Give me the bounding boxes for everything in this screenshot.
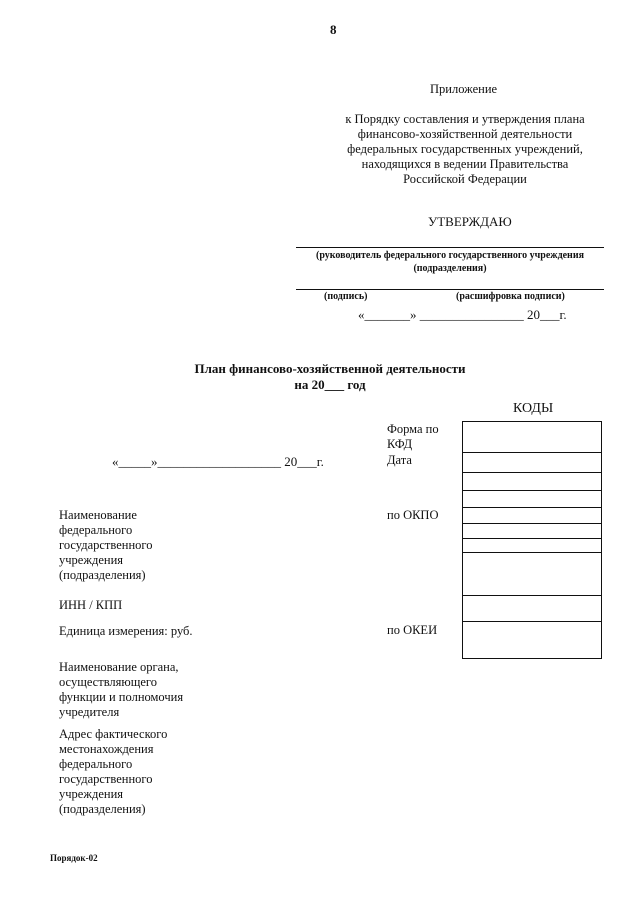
label-line: федерального	[59, 757, 133, 771]
label-line: осуществляющего	[59, 675, 157, 689]
code-cell-kfd	[462, 421, 602, 453]
label-line: (подразделения)	[59, 802, 146, 816]
decoding-caption: (расшифровка подписи)	[456, 291, 565, 302]
code-cell-okpo-3	[462, 538, 602, 553]
unit-label: Единица измерения: руб.	[59, 624, 193, 638]
label-line: учредителя	[59, 705, 120, 719]
signature-line	[296, 289, 604, 290]
code-cell-blank-1	[462, 472, 602, 491]
form-code-label-2: КФД	[387, 437, 413, 451]
appendix-text	[320, 112, 610, 187]
appendix-title: Приложение	[430, 82, 498, 96]
form-code-label-1: Форма по	[387, 422, 439, 436]
organ-label	[59, 660, 183, 720]
label-line: государственного	[59, 538, 153, 552]
label-line: федерального	[59, 523, 133, 537]
footer-code: Порядок-02	[50, 853, 98, 863]
appendix-line: финансово-хозяйственной деятельности	[357, 127, 573, 141]
head-signature-line	[296, 247, 604, 248]
inn-kpp-label: ИНН / КПП	[59, 598, 123, 612]
head-caption-line-1: (руководитель федерального государственного учреждения	[316, 250, 584, 261]
code-cell-date	[462, 452, 602, 473]
codes-heading: КОДЫ	[513, 401, 554, 416]
code-cell-name	[462, 552, 602, 596]
label-line: функции и полномочия	[59, 690, 184, 704]
label-line: местонахождения	[59, 742, 154, 756]
plan-title: План финансово-хозяйственной деятельности	[194, 361, 466, 376]
appendix-line: федеральных государственных учреждений,	[347, 142, 583, 156]
okei-label: по ОКЕИ	[387, 623, 438, 637]
appendix-line: находящихся в ведении Правительства	[361, 157, 569, 171]
plan-year: на 20___ год	[294, 377, 366, 392]
institution-name-label	[59, 508, 152, 583]
form-code-label	[387, 422, 439, 452]
code-cell-okpo-1	[462, 507, 602, 524]
approval-heading: УТВЕРЖДАЮ	[428, 214, 512, 229]
code-cell-blank-2	[462, 490, 602, 508]
date-label: Дата	[387, 453, 412, 467]
head-caption	[296, 249, 604, 275]
code-cell-okpo-2	[462, 523, 602, 539]
appendix-line: Российской Федерации	[403, 172, 527, 186]
page-number: 8	[330, 22, 337, 37]
head-caption-line-2: (подразделения)	[413, 263, 487, 274]
label-line: учреждения	[59, 553, 124, 567]
label-line: (подразделения)	[59, 568, 146, 582]
signature-caption: (подпись)	[324, 291, 368, 302]
address-label	[59, 727, 167, 817]
okpo-label: по ОКПО	[387, 508, 439, 522]
label-line: учреждения	[59, 787, 124, 801]
appendix-line: к Порядку составления и утверждения плана	[345, 112, 585, 126]
label-line: государственного	[59, 772, 153, 786]
approval-date: «_______» ________________ 20___г.	[358, 307, 567, 322]
code-cell-inn	[462, 595, 602, 622]
code-cell-okei	[462, 621, 602, 659]
label-line: Адрес фактического	[59, 727, 168, 741]
label-line: Наименование органа,	[59, 660, 179, 674]
label-line: Наименование	[59, 508, 137, 522]
form-date: «_____»___________________ 20___г.	[112, 454, 324, 469]
